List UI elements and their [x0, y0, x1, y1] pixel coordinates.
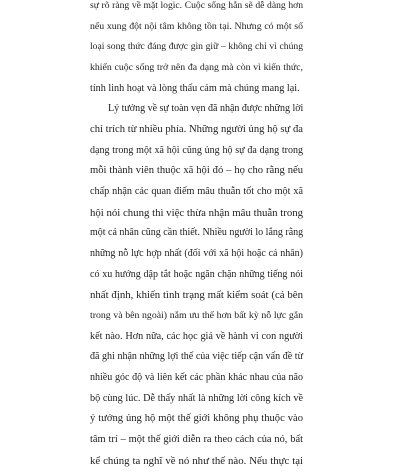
text-line: Lý tưởng về sự toàn vẹn đã nhận được những lời	[108, 103, 304, 114]
text-line: ý tưởng ủng hộ một thế giới không phụ thuộc vào	[90, 413, 303, 424]
text-line: nếu xung đột nội tâm không tồn tại. Nhưng có một số	[90, 21, 303, 32]
text-line: những nỗ lực hợp nhất (đối với xã hội hoặc cá nhân)	[90, 248, 303, 259]
text-line: chỉ trích từ nhiều phía. Những người ủng hộ sự đa	[90, 124, 303, 135]
text-line: một cá nhân cũng cần thiết. Nhiều người lo lắng rằng	[90, 227, 304, 238]
text-line: loại song thức đáng được gìn giữ – không chỉ vì chúng	[90, 41, 303, 52]
text-line: tính linh hoạt và lòng thấu cảm mà chúng mang lại.	[90, 83, 300, 94]
text-line: dạng trong một xã hội cũng ủng hộ sự đa dạng trong	[90, 145, 303, 156]
text-line: mỗi thành viên thuộc xã hội đó – họ cho rằng nếu	[90, 165, 303, 176]
text-line: đã ghi nhận những lợi thế của việc tiếp cận vấn đề từ	[90, 351, 303, 362]
text-line: trong và bên ngoài) nắm ưu thế hơn bất kỳ nỗ lực gắn	[90, 310, 303, 321]
text-line: sự rõ ràng về mặt logic. Cuộc sống hẳn sẽ dễ dàng hơn	[90, 0, 303, 11]
text-line: hội nói chung thì việc thừa nhận mâu thuẫn trong	[90, 207, 304, 219]
text-line: kết nào. Hơn nữa, các học giả về hành vi con người	[90, 331, 303, 342]
text-line: bộ cùng lúc. Dễ thấy nhất là những lời công kích về	[90, 393, 303, 404]
text-line: kể chúng ta nghĩ về nó như thế nào. Nếu thực tại	[90, 455, 303, 467]
text-line: tâm trí – một thế giới diễn ra theo cách của nó, bất	[90, 434, 303, 445]
text-line: có xu hướng dập tắt hoặc ngăn chặn những tiếng nói	[90, 269, 303, 280]
text-line: nhất định, khiến tình trạng mất kiểm soát (cả bên	[90, 289, 303, 301]
text-line: khiến cuộc sống trở nên đa dạng mà còn vì kiến thức,	[90, 62, 303, 73]
text-line: nhiều góc độ và liên kết các phần khác nhau của não	[90, 372, 303, 383]
text-line: chấp nhận các quan điểm mâu thuẫn tốt cho một xã	[90, 186, 303, 197]
